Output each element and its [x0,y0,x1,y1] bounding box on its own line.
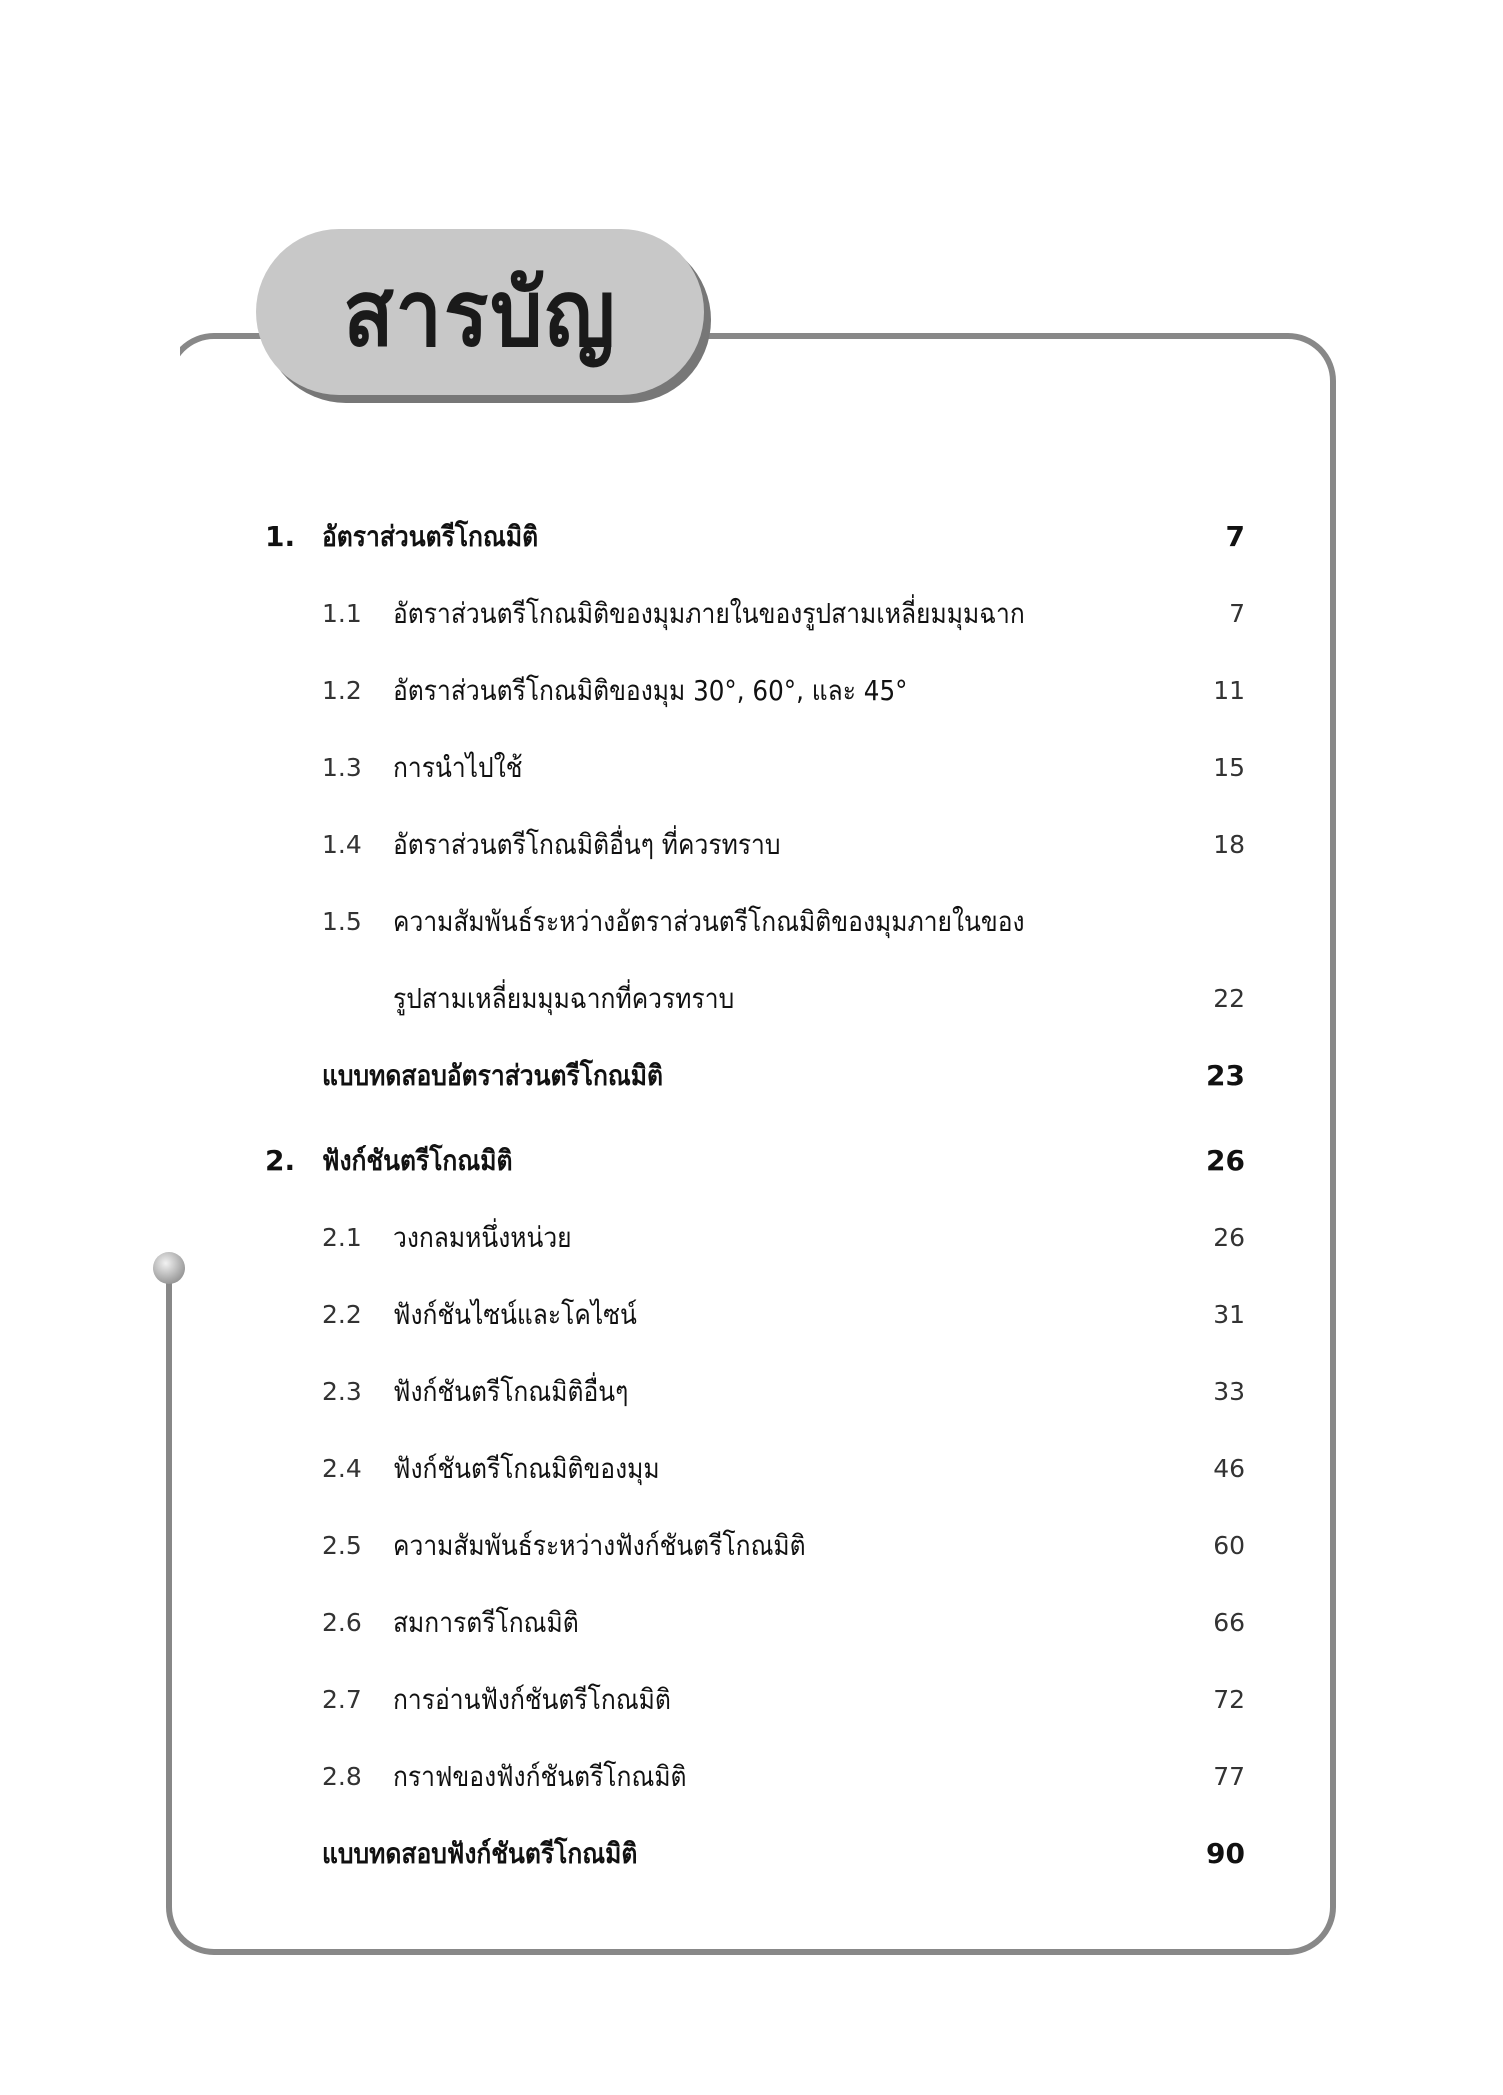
entry-page-number: 11 [1213,676,1245,705]
entry-number: 2.2 [322,1300,362,1329]
toc-entry-sub[interactable] [0,1295,1503,1335]
entry-number: 1. [265,520,296,553]
toc-entry-sub[interactable] [0,1218,1503,1258]
entry-title: แบบทดสอบฟังก์ชันตรีโกณมิติ [322,1837,638,1870]
entry-page-number: 77 [1213,1762,1245,1791]
entry-title: อัตราส่วนตรีโกณมิติอื่นๆ ที่ควรทราบ [393,828,781,861]
toc-entry-sub[interactable] [0,671,1503,711]
entry-title: การอ่านฟังก์ชันตรีโกณมิติ [393,1683,671,1716]
toc-entry-sub[interactable] [0,1526,1503,1566]
entry-number: 1.3 [322,753,362,782]
entry-number: 2. [265,1144,296,1177]
entry-title: อัตราส่วนตรีโกณมิติของมุม 30°, 60°, และ 45° [393,674,908,707]
entry-title: อัตราส่วนตรีโกณมิติ [322,520,539,553]
entry-title: ความสัมพันธ์ระหว่างอัตราส่วนตรีโกณมิติของมุมภายในของ [393,905,1025,938]
entry-page-number: 46 [1213,1454,1245,1483]
entry-title: ฟังก์ชันไซน์และโคไซน์ [393,1298,637,1331]
entry-number: 2.8 [322,1762,362,1791]
entry-title: กราฟของฟังก์ชันตรีโกณมิติ [393,1760,687,1793]
entry-number: 1.1 [322,599,362,628]
entry-number: 2.4 [322,1454,362,1483]
entry-number: 1.4 [322,830,362,859]
entry-page-number: 60 [1213,1531,1245,1560]
entry-page-number: 90 [1206,1837,1245,1870]
toc-entry-sub[interactable] [0,1680,1503,1720]
entry-page-number: 33 [1213,1377,1245,1406]
entry-number: 1.5 [322,907,362,936]
entry-title: ฟังก์ชันตรีโกณมิติ [322,1144,513,1177]
entry-page-number: 72 [1213,1685,1245,1714]
toc-entry-test[interactable] [0,1056,1503,1096]
entry-page-number: 31 [1213,1300,1245,1329]
entry-title: แบบทดสอบอัตราส่วนตรีโกณมิติ [322,1059,663,1092]
toc-entry-sub[interactable] [0,748,1503,788]
entry-title: ความสัมพันธ์ระหว่างฟังก์ชันตรีโกณมิติ [393,1529,806,1562]
entry-page-number: 15 [1213,753,1245,782]
entry-number: 2.7 [322,1685,362,1714]
entry-page-number: 66 [1213,1608,1245,1637]
toc-entry-chapter[interactable] [0,517,1503,557]
entry-page-number: 23 [1206,1059,1245,1092]
toc-entry-sub[interactable] [0,1757,1503,1797]
frame-gap [160,320,180,1268]
entry-page-number: 7 [1229,599,1245,628]
entry-number: 1.2 [322,676,362,705]
toc-entry-sub[interactable] [0,1449,1503,1489]
toc-entry-sub[interactable] [0,1603,1503,1643]
toc-entry-sub[interactable] [0,825,1503,865]
entry-page-number: 22 [1213,984,1245,1013]
entry-page-number: 26 [1213,1223,1245,1252]
entry-title: วงกลมหนึ่งหน่วย [393,1221,572,1254]
toc-entry-sub[interactable] [0,1372,1503,1412]
entry-number: 2.3 [322,1377,362,1406]
entry-page-number: 26 [1206,1144,1245,1177]
entry-number: 2.6 [322,1608,362,1637]
page-title: สารบัญ [343,259,617,367]
entry-title: ฟังก์ชันตรีโกณมิติอื่นๆ [393,1375,629,1408]
toc-entry-sub[interactable] [0,594,1503,634]
toc-entry-test[interactable] [0,1834,1503,1874]
entry-title: ฟังก์ชันตรีโกณมิติของมุม [393,1452,660,1485]
entry-page-number: 7 [1225,520,1245,553]
entry-number: 2.5 [322,1531,362,1560]
title-pill [256,229,704,395]
toc-entry-chapter[interactable] [0,1141,1503,1181]
entry-page-number: 18 [1213,830,1245,859]
toc-entry-sub[interactable] [0,979,1503,1019]
entry-title: สมการตรีโกณมิติ [393,1606,579,1639]
entry-number: 2.1 [322,1223,362,1252]
entry-title: อัตราส่วนตรีโกณมิติของมุมภายในของรูปสามเหลี่ยมมุมฉาก [393,597,1025,630]
entry-title: รูปสามเหลี่ยมมุมฉากที่ควรทราบ [393,982,735,1015]
toc-entry-sub[interactable] [0,902,1503,942]
entry-title: การนำไปใช้ [393,751,523,784]
